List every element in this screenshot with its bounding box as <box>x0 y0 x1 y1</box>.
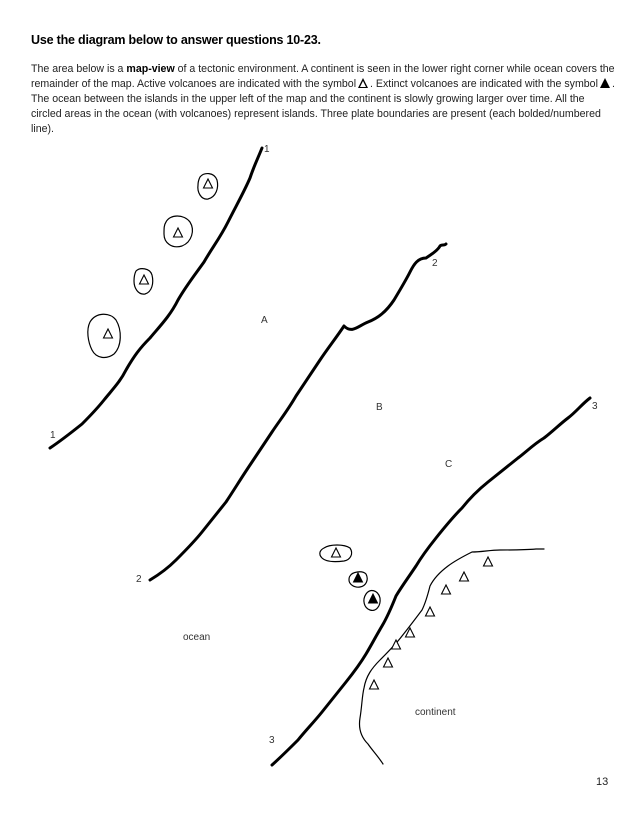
region-a-label: A <box>261 315 268 326</box>
active-volcano-icon <box>484 557 493 566</box>
active-volcano-icon <box>384 658 393 667</box>
active-volcano-icon <box>204 179 213 188</box>
plate-boundary-1 <box>50 148 262 448</box>
map-view-term: map-view <box>126 63 175 75</box>
page-number: 13 <box>596 776 609 788</box>
active-volcano-icon <box>370 680 379 689</box>
boundary-3-top-label: 3 <box>592 401 598 412</box>
boundary-1-top-label: 1 <box>264 144 270 155</box>
para-text-4: . The ocean between the islands in the upper left of the map and the continent is slowly growing larger over time. All the circled areas in the ocean (with volcanoes) represent islands. Three plate boundaries are present (each bolded/numbered line). <box>31 78 615 135</box>
active-volcano-icon <box>442 585 451 594</box>
region-c-label: C <box>445 459 453 470</box>
active-volcano-icon <box>460 572 469 581</box>
boundary-3-bottom-label: 3 <box>269 735 275 746</box>
region-b-label: B <box>376 402 383 413</box>
active-volcano-icon <box>174 228 183 237</box>
continent-coastline <box>359 549 544 764</box>
active-volcano-icon <box>332 548 341 557</box>
continent-label: continent <box>415 707 456 718</box>
active-volcano-icon <box>392 640 401 649</box>
worksheet-heading: Use the diagram below to answer questions 10-23. <box>31 33 321 47</box>
para-text-1: The area below is a <box>31 63 127 75</box>
plate-boundary-2 <box>150 244 446 580</box>
extinct-volcano-icon <box>369 594 378 603</box>
ocean-label: ocean <box>183 632 211 643</box>
para-text-2: of a tectonic environment. A continent is seen in the lower right corner while ocean covers the remainder of the map. Active volcanoes are indicated with the symbol <box>31 63 615 90</box>
boundary-2-top-label: 2 <box>432 258 438 269</box>
boundary-1-bottom-label: 1 <box>50 430 56 441</box>
active-volcano-icon <box>104 329 113 338</box>
active-volcano-icon <box>426 607 435 616</box>
active-volcano-icon <box>140 275 149 284</box>
para-text-3: . Extinct volcanoes are indicated with the symbol <box>370 78 598 90</box>
boundary-2-bottom-label: 2 <box>136 574 142 585</box>
extinct-volcano-icon <box>354 573 363 582</box>
